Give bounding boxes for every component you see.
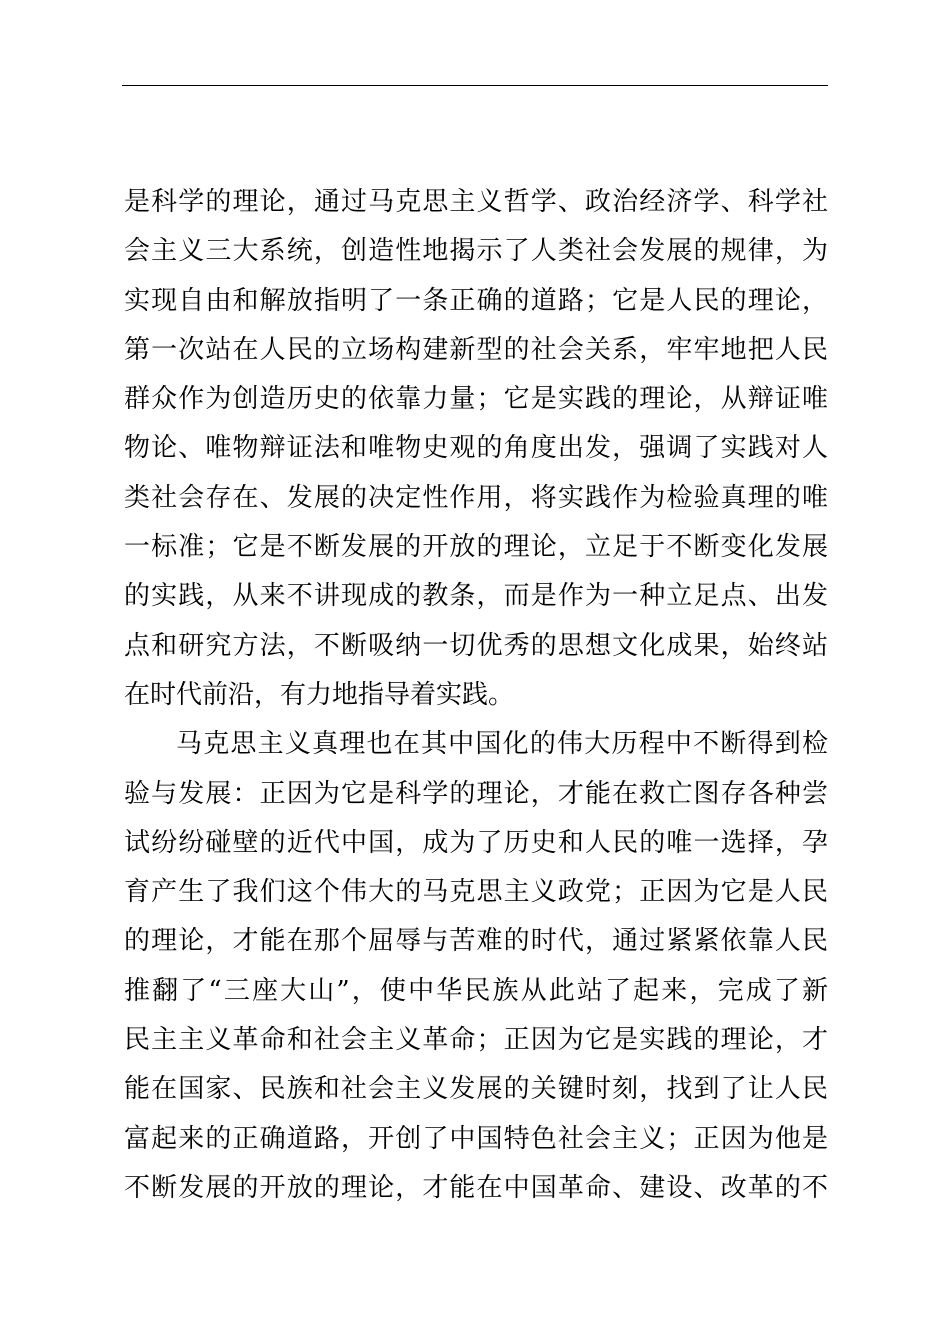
text-line: 点和研究方法，不断吸纳一切优秀的思想文化成果，始终站: [124, 630, 828, 661]
text-line: 第一次站在人民的立场构建新型的社会关系，牢牢地把人民: [124, 334, 828, 365]
text-line: 的实践，从来不讲现成的教条，而是作为一种立足点、出发: [124, 581, 828, 612]
text-line: 育产生了我们这个伟大的马克思主义政党；正因为它是人民: [124, 877, 828, 908]
paragraph-1: [124, 178, 828, 720]
text-line: 推翻了“三座大山”，使中华民族从此站了起来，完成了新: [124, 975, 828, 1006]
text-line: 试纷纷碰壁的近代中国，成为了历史和人民的唯一选择，孕: [124, 827, 828, 858]
text-line: 的理论，才能在那个屈辱与苦难的时代，通过紧紧依靠人民: [124, 926, 828, 957]
text-line: 民主主义革命和社会主义革命；正因为它是实践的理论，才: [124, 1025, 828, 1056]
text-line: 是科学的理论，通过马克思主义哲学、政治经济学、科学社: [124, 187, 828, 217]
text-line: 能在国家、民族和社会主义发展的关键时刻，找到了让人民: [124, 1074, 828, 1105]
body-text: [124, 178, 828, 1213]
text-line: 富起来的正确道路，开创了中国特色社会主义；正因为他是: [124, 1123, 828, 1154]
text-line: 物论、唯物辩证法和唯物史观的角度出发，强调了实践对人: [124, 433, 828, 464]
text-line: 在时代前沿，有力地指导着实践。: [124, 679, 515, 710]
text-line: 验与发展：正因为它是科学的理论，才能在救亡图存各种尝: [124, 778, 828, 809]
text-line: 群众作为创造历史的依靠力量；它是实践的理论，从辩证唯: [124, 384, 828, 415]
text-line: 马克思主义真理也在其中国化的伟大历程中不断得到检: [176, 729, 828, 760]
text-line: 会主义三大系统，创造性地揭示了人类社会发展的规律，为: [124, 236, 828, 267]
text-line: 类社会存在、发展的决定性作用，将实践作为检验真理的唯: [124, 482, 828, 513]
text-line: 不断发展的开放的理论，才能在中国革命、建设、改革的不: [124, 1172, 828, 1203]
paragraph-2: [124, 720, 828, 1213]
header-rule: [122, 85, 828, 86]
text-line: 实现自由和解放指明了一条正确的道路；它是人民的理论，: [124, 285, 828, 316]
text-line: 一标准；它是不断发展的开放的理论，立足于不断变化发展: [124, 532, 828, 563]
